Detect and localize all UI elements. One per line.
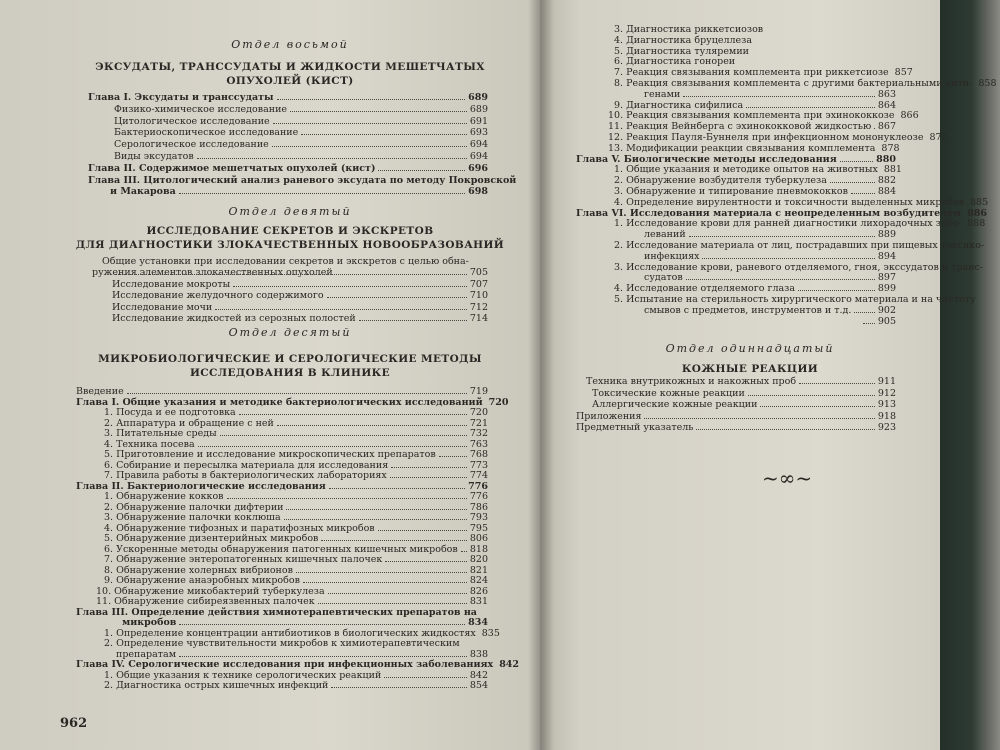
toc-entry-page: 867 xyxy=(877,121,896,133)
toc-entry-page: 824 xyxy=(469,575,488,586)
toc-entry-title: 8. Реакция связывания комплемента с другими бактериальными анти- xyxy=(614,78,973,89)
toc-entry xyxy=(88,92,488,103)
toc-entry-page: 707 xyxy=(469,278,488,290)
toc-entry-page: 834 xyxy=(468,617,488,628)
toc-leader-dots xyxy=(359,313,467,321)
toc-entry-title: Исследование мочи xyxy=(112,301,213,313)
toc-entry xyxy=(644,89,896,100)
toc-entry-title: Бактериоскопическое исследование xyxy=(114,127,299,139)
section-8-caption-2: ОПУХОЛЕЙ (КИСТ) xyxy=(226,75,354,87)
toc-entry xyxy=(644,229,896,240)
toc-entry xyxy=(104,554,488,565)
toc-entry-title: леваний xyxy=(644,229,686,241)
toc-entry-title: инфекциях xyxy=(644,250,700,262)
section-11-heading: Отдел одиннадцатый xyxy=(665,342,835,355)
section-10-caption-1: МИКРОБИОЛОГИЧЕСКИЕ И СЕРОЛОГИЧЕСКИЕ МЕТОДЫ xyxy=(98,353,482,365)
toc-entry-page: 776 xyxy=(468,480,488,492)
toc-entry-page: 795 xyxy=(469,522,488,534)
toc-entry-title: 4. Техника посева xyxy=(104,438,195,450)
book-gutter xyxy=(528,0,554,750)
toc-entry-title: судатов xyxy=(644,272,683,284)
toc-leader-dots xyxy=(391,460,467,468)
toc-entry-title: 2. Аппаратура и обращение с ней xyxy=(104,417,274,429)
section-9-caption-2: ДЛЯ ДИАГНОСТИКИ ЗЛОКАЧЕСТВЕННЫХ НОВООБРАЗОВАНИЙ xyxy=(75,239,505,251)
toc-entry-title: 4. Обнаружение тифозных и паратифозных микробов xyxy=(104,522,375,534)
toc-entry-title: Глава I. Эксудаты и транссудаты xyxy=(88,92,274,103)
toc-entry-title: 5. Обнаружение дизентерийных микробов xyxy=(104,533,319,544)
toc-entry-page: 820 xyxy=(469,554,488,565)
toc-entry xyxy=(76,396,509,408)
toc-entry xyxy=(104,638,488,649)
toc-entry xyxy=(114,116,488,127)
toc-entry-page: 689 xyxy=(468,92,488,103)
toc-entry-title: 9. Обнаружение анаэробных микробов xyxy=(104,575,300,586)
toc-entry xyxy=(614,186,896,197)
toc-entry-page: 872 xyxy=(929,132,948,143)
toc-entry-title: 10. Реакция связывания комплемента при эхинококкозе xyxy=(608,110,895,122)
toc-entry xyxy=(104,544,488,555)
toc-leader-dots xyxy=(220,428,467,436)
toc-entry-title: Глава III. Определение действия химиотерапевтических препаратов на xyxy=(76,606,477,618)
toc-entry-page: 714 xyxy=(469,313,488,324)
toc-leader-dots xyxy=(439,449,467,457)
toc-entry-title: 1. Исследование крови для ранней диагностики лихорадочных забо- xyxy=(614,218,962,230)
toc-entry-page: 694 xyxy=(469,151,488,162)
toc-leader-dots xyxy=(227,491,467,499)
toc-entry-page: 902 xyxy=(877,304,896,316)
toc-entry-page: 691 xyxy=(469,115,488,127)
toc-entry xyxy=(114,127,488,138)
toc-entry-title: 6. Диагностика гонореи xyxy=(614,56,736,68)
toc-entry-page: 720 xyxy=(488,396,509,408)
toc-entry-page: 776 xyxy=(469,491,488,502)
toc-entry-title: 7. Обнаружение энтеропатогенных кишечных палочек xyxy=(104,554,383,565)
toc-entry-title: 7. Реакция связывания комплемента при риккетсиозе xyxy=(614,67,889,79)
toc-entry-page: 866 xyxy=(900,110,919,122)
toc-entry-page: 857 xyxy=(894,67,913,79)
toc-entry-page: 689 xyxy=(469,103,488,115)
toc-entry-page: 886 xyxy=(967,207,988,219)
toc-leader-dots xyxy=(331,680,466,688)
toc-entry-page: 793 xyxy=(469,512,488,523)
toc-entry-title: 3. Обнаружение и типирование пневмококков xyxy=(614,186,848,197)
toc-entry-title: 8. Обнаружение холерных вибрионов xyxy=(104,564,293,576)
book-cover-edge xyxy=(930,0,1000,750)
toc-entry xyxy=(76,481,488,492)
toc-entry-title: 4. Исследование отделяемого глаза xyxy=(614,283,795,295)
toc-entry-title: микробов xyxy=(122,617,177,628)
toc-entry-page: 918 xyxy=(877,410,896,422)
toc-leader-dots xyxy=(378,163,465,171)
toc-entry xyxy=(608,142,900,154)
toc-entry-page: 826 xyxy=(469,585,488,597)
toc-entry xyxy=(116,649,488,660)
toc-entry xyxy=(112,279,488,290)
toc-leader-dots xyxy=(197,151,467,159)
toc-leader-dots xyxy=(301,127,467,135)
toc-entry-title: 2. Диагностика острых кишечных инфекций xyxy=(104,680,329,691)
toc-entry-page: 710 xyxy=(469,290,488,301)
toc-entry-page: 831 xyxy=(469,596,488,607)
toc-leader-dots xyxy=(385,554,467,562)
toc-entry-page: 863 xyxy=(877,88,896,100)
section-9-intro-1: Общие установки при исследовании секретов и экскретов с целью обна- xyxy=(102,256,469,267)
toc-entry-title: Исследование жидкостей из серозных полостей xyxy=(112,313,356,324)
toc-entry xyxy=(104,502,488,513)
toc-leader-dots xyxy=(328,586,467,594)
toc-entry-page: 880 xyxy=(876,153,896,165)
toc-entry xyxy=(96,586,488,597)
toc-entry-page: 763 xyxy=(469,438,488,450)
toc-entry-title: Глава II. Содержимое мешетчатых опухолей (кист) xyxy=(88,162,376,174)
toc-entry-title: 3. Диагностика риккетсиозов xyxy=(614,24,764,35)
toc-entry xyxy=(608,132,948,143)
toc-entry xyxy=(576,207,988,219)
toc-entry-title: Серологическое исследование xyxy=(114,139,269,151)
toc-leader-dots xyxy=(215,302,467,310)
toc-entry xyxy=(76,659,520,670)
page-number: 962 xyxy=(60,716,88,731)
toc-entry xyxy=(644,251,896,262)
toc-entry xyxy=(614,240,985,251)
toc-leader-dots xyxy=(746,100,875,108)
toc-entry-title: 1. Обнаружение кокков xyxy=(104,491,224,502)
toc-entry xyxy=(104,470,488,481)
section-11-caption: КОЖНЫЕ РЕАКЦИИ xyxy=(681,363,819,375)
section-8-heading: Отдел восьмой xyxy=(231,38,349,51)
toc-entry-page: 842 xyxy=(499,659,520,670)
toc-leader-dots xyxy=(390,470,467,478)
toc-entry xyxy=(614,261,984,273)
toc-entry xyxy=(644,272,896,283)
toc-entry-page: 878 xyxy=(881,142,900,154)
toc-entry xyxy=(614,175,896,186)
toc-leader-dots xyxy=(863,316,875,324)
toc-leader-dots xyxy=(321,533,466,541)
toc-entry-page: 719 xyxy=(469,386,488,397)
toc-entry xyxy=(104,491,488,502)
toc-entry-title: 6. Ускоренные методы обнаружения патогенных кишечных микробов xyxy=(104,543,458,555)
toc-entry xyxy=(112,302,488,313)
toc-entry-title: Приложения xyxy=(576,410,642,422)
toc-entry xyxy=(860,316,896,327)
toc-entry xyxy=(88,163,488,174)
toc-leader-dots xyxy=(115,267,467,275)
toc-entry-page: 858 xyxy=(978,78,997,89)
toc-entry-page: 705 xyxy=(469,267,488,278)
toc-leader-dots xyxy=(239,407,467,415)
toc-entry-page: 774 xyxy=(469,470,488,481)
toc-entry xyxy=(104,407,488,418)
toc-entry-title: Введение xyxy=(76,386,124,397)
toc-entry-title: 12. Реакция Пауля-Буннеля при инфекционном мононуклеозе xyxy=(608,132,924,143)
toc-entry xyxy=(110,186,488,197)
toc-entry-page: 888 xyxy=(967,218,986,230)
toc-entry-title: 13. Модификации реакции связывания комплемента xyxy=(608,142,876,154)
toc-leader-dots xyxy=(272,139,467,147)
toc-entry-page: 923 xyxy=(877,422,896,433)
toc-entry-page: 899 xyxy=(877,283,896,295)
toc-entry xyxy=(88,174,517,186)
toc-leader-dots xyxy=(851,186,875,194)
section-8-caption-1: ЭКСУДАТЫ, ТРАНССУДАТЫ И ЖИДКОСТИ МЕШЕТЧАТЫХ xyxy=(95,61,485,73)
toc-leader-dots xyxy=(830,175,875,183)
toc-entry-title: 7. Правила работы в бактериологических лабораториях xyxy=(104,470,387,481)
toc-entry-title: 3. Исследование крови, раневого отделяемого, гноя, экссудатов и транс- xyxy=(614,261,984,273)
toc-leader-dots xyxy=(318,596,467,604)
toc-entry-page: 773 xyxy=(469,459,488,471)
toc-entry-title: и Макарова xyxy=(110,186,176,198)
toc-entry xyxy=(614,24,896,35)
section-9-heading: Отдел девятый xyxy=(228,205,352,218)
toc-entry xyxy=(104,575,488,586)
toc-entry-title: 1. Посуда и ее подготовка xyxy=(104,407,236,418)
toc-entry xyxy=(76,607,488,618)
toc-entry-page: 821 xyxy=(469,564,488,576)
toc-entry-page: 696 xyxy=(468,162,488,174)
section-10-heading: Отдел десятый xyxy=(228,326,352,339)
toc-entry xyxy=(96,596,488,607)
toc-entry xyxy=(104,428,488,439)
toc-entry-title: Глава IV. Серологические исследования при инфекционных заболеваниях xyxy=(76,659,494,670)
toc-entry-title: 4. Диагностика бруцеллеза xyxy=(614,34,753,46)
toc-leader-dots xyxy=(127,386,467,394)
toc-entry-title: 1. Общие указания к технике серологических реакций xyxy=(104,669,382,681)
toc-entry xyxy=(114,104,488,115)
toc-leader-dots xyxy=(840,154,873,162)
toc-entry xyxy=(104,565,488,576)
toc-leader-dots xyxy=(277,92,466,100)
toc-entry xyxy=(576,411,896,422)
toc-entry-page: 698 xyxy=(468,186,488,198)
toc-entry xyxy=(614,100,896,111)
toc-entry-page: 720 xyxy=(469,407,488,418)
toc-entry xyxy=(114,139,488,150)
toc-leader-dots xyxy=(284,512,467,520)
toc-leader-dots xyxy=(683,89,875,97)
toc-entry-page: 806 xyxy=(469,533,488,544)
toc-entry-title: смывов с предметов, инструментов и т.д. xyxy=(644,304,852,316)
toc-entry xyxy=(576,154,896,165)
toc-entry-page: 884 xyxy=(877,186,896,197)
toc-entry xyxy=(104,533,488,544)
toc-entry xyxy=(614,56,896,67)
toc-entry xyxy=(614,196,989,208)
toc-entry-page: 882 xyxy=(877,175,896,187)
toc-entry-title: Токсические кожные реакции xyxy=(592,387,745,399)
toc-entry xyxy=(614,46,896,57)
toc-leader-dots xyxy=(290,104,467,112)
toc-entry xyxy=(614,164,902,176)
toc-leader-dots xyxy=(799,376,875,384)
toc-entry xyxy=(586,376,896,387)
toc-entry-page: 894 xyxy=(877,250,896,262)
toc-entry xyxy=(614,218,986,230)
toc-entry-title: 3. Питательные среды xyxy=(104,428,217,439)
toc-leader-dots xyxy=(303,575,467,583)
toc-entry-page: 897 xyxy=(877,272,896,284)
toc-leader-dots xyxy=(378,523,467,531)
toc-entry xyxy=(104,512,488,523)
toc-entry-page: 818 xyxy=(469,543,488,555)
toc-entry-page: 768 xyxy=(469,449,488,460)
toc-entry xyxy=(644,305,896,316)
toc-entry-page: 905 xyxy=(877,315,896,327)
toc-entry-title: 11. Реакция Вейнберга с эхинококковой жидкостью xyxy=(608,121,872,133)
toc-leader-dots xyxy=(233,279,467,287)
toc-entry xyxy=(614,283,896,294)
toc-entry-page: 864 xyxy=(877,99,896,111)
toc-leader-dots xyxy=(760,399,874,407)
toc-entry xyxy=(104,523,488,534)
toc-leader-dots xyxy=(286,502,466,510)
toc-entry xyxy=(104,460,488,471)
toc-entry xyxy=(104,627,500,639)
toc-leader-dots xyxy=(329,481,465,489)
toc-leader-dots xyxy=(644,411,874,419)
toc-entry-title: 5. Приготовление и исследование микроскопических препаратов xyxy=(104,449,436,460)
toc-entry-title: Глава III. Цитологический анализ раневого эксудата по методу Покровской xyxy=(88,174,517,186)
toc-entry xyxy=(104,418,488,429)
toc-leader-dots xyxy=(327,290,467,298)
toc-entry xyxy=(614,294,976,305)
toc-entry-title: Глава I. Общие указания и методике бактериологических исследований xyxy=(76,396,483,408)
toc-entry-page: 838 xyxy=(469,648,488,660)
toc-leader-dots xyxy=(179,649,467,657)
toc-entry-title: 5. Диагностика туляремии xyxy=(614,45,749,57)
toc-leader-dots xyxy=(874,121,875,129)
toc-entry-title: 2. Определение чувствительности микробов к химиотерапевтическим xyxy=(104,638,460,649)
toc-entry xyxy=(592,399,896,410)
toc-leader-dots xyxy=(696,422,874,430)
toc-entry-page: 885 xyxy=(969,196,989,208)
toc-entry xyxy=(614,67,913,79)
toc-entry-title: 1. Общие указания и методике опытов на животных xyxy=(614,164,878,176)
toc-leader-dots xyxy=(702,251,874,259)
toc-entry-title: 2. Обнаружение палочки дифтерии xyxy=(104,501,284,513)
toc-entry-title: Физико-химическое исследование xyxy=(114,103,288,115)
toc-entry-page: 732 xyxy=(469,428,488,439)
toc-entry xyxy=(608,110,919,122)
toc-entry xyxy=(614,35,896,46)
toc-entry xyxy=(112,267,488,278)
section-9-intro-2: ружения элементов злокачественных опухолей xyxy=(92,267,333,278)
toc-entry xyxy=(112,313,488,324)
toc-entry-title: Цитологическое исследование xyxy=(114,115,270,127)
toc-entry-page: 693 xyxy=(469,127,488,139)
toc-entry xyxy=(104,439,488,450)
toc-entry-title: 9. Диагностика сифилиса xyxy=(614,99,744,111)
toc-leader-dots xyxy=(686,272,875,280)
toc-entry-title: препаратам xyxy=(116,648,177,660)
toc-entry-page: 721 xyxy=(469,417,488,429)
toc-entry-title: 4. Определение вирулентности и токсичности выделенных микробов xyxy=(614,196,964,208)
toc-leader-dots xyxy=(198,439,467,447)
ornament-icon: ~∞~ xyxy=(762,466,813,490)
toc-entry-page: 913 xyxy=(877,399,896,410)
toc-leader-dots xyxy=(748,388,875,396)
toc-leader-dots xyxy=(384,670,467,678)
toc-entry-title: 3. Обнаружение палочки коклюша xyxy=(104,512,281,523)
toc-entry-title: 2. Исследование материала от лиц, пострадавших при пищевых токсико- xyxy=(614,240,985,251)
toc-entry-page: 712 xyxy=(469,301,488,313)
toc-entry-title: 2. Обнаружение возбудителя туберкулеза xyxy=(614,175,827,187)
toc-leader-dots xyxy=(179,617,465,625)
section-9-caption-1: ИССЛЕДОВАНИЕ СЕКРЕТОВ И ЭКСКРЕТОВ xyxy=(146,225,434,237)
toc-entry-title: 11. Обнаружение сибиреязвенных палочек xyxy=(96,596,315,607)
toc-entry xyxy=(112,290,488,301)
toc-entry-page: 912 xyxy=(877,387,896,399)
toc-entry xyxy=(114,151,488,162)
toc-entry-page: 842 xyxy=(469,669,488,681)
toc-entry xyxy=(104,670,488,681)
toc-entry-page: 786 xyxy=(469,501,488,513)
toc-entry-page: 694 xyxy=(469,139,488,151)
toc-entry-title: Исследование мокроты xyxy=(112,278,231,290)
toc-entry-page: 835 xyxy=(481,627,500,639)
toc-entry-title: Техника внутрикожных и накожных проб xyxy=(586,376,797,387)
toc-entry-title: Глава V. Биологические методы исследования xyxy=(576,153,837,165)
toc-entry xyxy=(122,617,488,628)
toc-entry-title: 10. Обнаружение микобактерий туберкулеза xyxy=(96,585,325,597)
toc-entry xyxy=(576,422,896,433)
toc-leader-dots xyxy=(179,186,465,194)
toc-entry-title: Глава VI. Исследования материала с неопределенным возбудителем xyxy=(576,207,962,219)
toc-entry xyxy=(76,386,488,397)
toc-entry-title: Аллергические кожные реакции xyxy=(592,399,758,410)
toc-entry xyxy=(614,78,997,89)
toc-entry-title: Глава II. Бактериологические исследования xyxy=(76,480,326,492)
toc-entry-page: 911 xyxy=(877,376,896,387)
section-10-caption-2: ИССЛЕДОВАНИЯ В КЛИНИКЕ xyxy=(189,367,391,379)
toc-leader-dots xyxy=(854,305,874,313)
toc-entry xyxy=(592,388,896,399)
toc-leader-dots xyxy=(273,116,467,124)
toc-entry-title: 6. Собирание и пересылка материала для исследования xyxy=(104,459,389,471)
toc-entry-title: Исследование желудочного содержимого xyxy=(112,290,324,301)
toc-entry xyxy=(608,121,896,132)
toc-entry xyxy=(104,449,488,460)
toc-leader-dots xyxy=(277,418,467,426)
toc-entry xyxy=(104,680,488,691)
toc-leader-dots xyxy=(798,283,875,291)
toc-leader-dots xyxy=(689,229,875,237)
toc-entry-title: 1. Определение концентрации антибиотиков в биологических жидкостях xyxy=(104,627,476,639)
toc-leader-dots xyxy=(461,544,467,552)
right-page xyxy=(540,0,997,750)
toc-entry-page: 854 xyxy=(469,680,488,691)
toc-entry-title: генами xyxy=(644,88,681,100)
toc-entry-page: 889 xyxy=(877,229,896,241)
toc-entry-page: 881 xyxy=(883,164,902,176)
toc-entry-title: Предметный указатель xyxy=(576,422,694,433)
toc-entry-title: Виды эксудатов xyxy=(114,151,194,162)
toc-leader-dots xyxy=(296,565,467,573)
toc-entry-title: 5. Испытание на стерильность хирургического материала и на чистоту xyxy=(614,294,976,305)
